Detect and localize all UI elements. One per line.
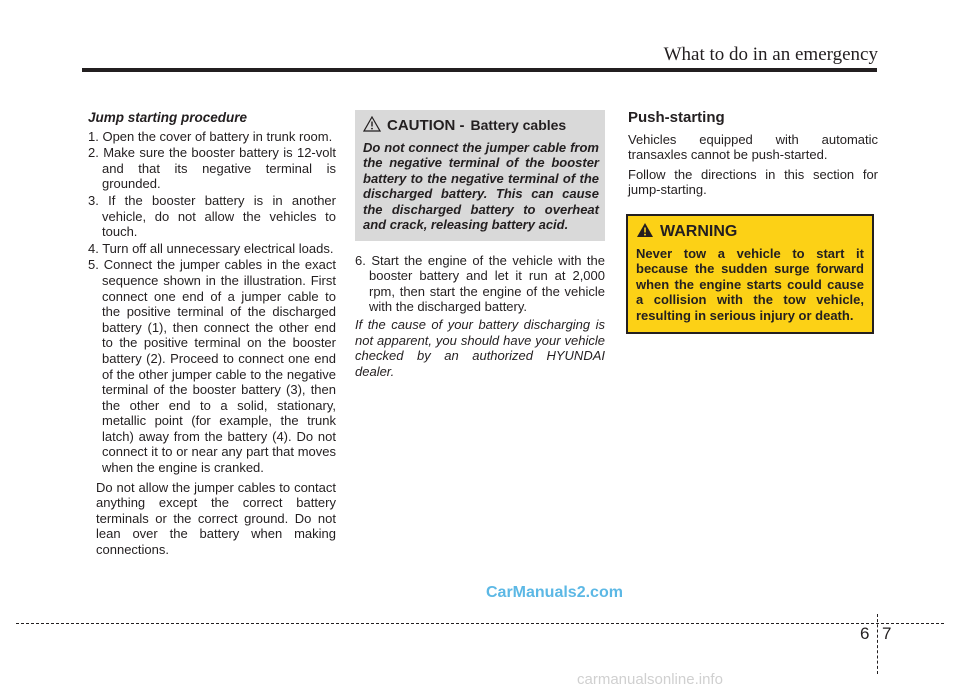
- column-middle: [355, 110, 605, 379]
- dealer-note: If the cause of your battery discharging is not apparent, you should have your vehicle checked by an authorized HYUNDAI dealer.: [355, 316, 605, 379]
- warning-triangle-filled-icon: [636, 222, 654, 242]
- step-5: 5. Connect the jumper cables in the exact sequence shown in the illustration. First connect one end of a jumper cable to the positive terminal of the discharged battery (1), then connect the other end to the positive terminal on the booster battery (2). Proceed to connect one end of the other jumper cable to the negative terminal of the booster battery (3), then the other end to a solid, stationary, metallic point (for example, the trunk latch) away from the battery (4). Do not connect it to or near any part that moves when the engine is cranked.: [88, 257, 336, 476]
- caution-title: [363, 116, 599, 136]
- step-1: 1. Open the cover of battery in trunk room.: [88, 128, 333, 144]
- chapter-number: 6: [860, 624, 870, 643]
- watermark-link[interactable]: CarManuals2.com: [486, 584, 623, 601]
- step-2: 2. Make sure the booster battery is 12-volt and that its negative terminal is grounded.: [88, 145, 336, 192]
- warning-box: [626, 214, 874, 334]
- step-4: 4. Turn off all unnecessary electrical loads.: [88, 240, 334, 256]
- column-right: [628, 110, 878, 334]
- warning-triangle-outline-icon: [363, 116, 381, 136]
- step-6: 6. Start the engine of the vehicle with the booster battery and let it run at 2,000 rpm, then start the engine of the vehicle with the discharged battery.: [355, 252, 605, 315]
- jump-start-heading: Jump starting procedure: [88, 110, 248, 125]
- push-start-para-1: Vehicles equipped with automatic transaxles cannot be push-started.: [628, 131, 878, 163]
- step-3: 3. If the booster battery is in another vehicle, do not allow the vehicles to touch.: [88, 192, 336, 240]
- caution-subtitle: Battery cables: [470, 117, 567, 133]
- caution-box: [355, 110, 605, 241]
- caution-body: Do not connect the jumper cable from the negative terminal of the booster battery to the negative terminal of the discharged battery. This can cause the discharged battery to overheat and crack, releasing battery acid.: [363, 139, 599, 233]
- jumper-cable-note: Do not allow the jumper cables to contact anything except the correct battery terminals or the correct ground. Do not lean over the battery when making connections.: [96, 479, 336, 558]
- footer-divider: [877, 614, 878, 674]
- header-rule: [82, 68, 877, 72]
- warning-title: [636, 222, 864, 242]
- page-header-title: What to do in an emergency: [663, 44, 878, 65]
- column-left: [88, 110, 336, 558]
- push-start-heading: Push-starting: [628, 109, 725, 126]
- warning-body: Never tow a vehicle to start it because the sudden surge forward when the engine starts could cause a collision with the tow vehicle, resulting in serious injury or death.: [636, 245, 864, 323]
- footer-rule: [16, 623, 944, 624]
- page-number: 7: [882, 624, 892, 643]
- footer-site-watermark: carmanualsonline.info: [577, 671, 723, 688]
- push-start-para-2: Follow the directions in this section for jump-starting.: [628, 166, 878, 198]
- warning-label: WARNING: [660, 222, 738, 240]
- caution-label: CAUTION -: [387, 117, 465, 134]
